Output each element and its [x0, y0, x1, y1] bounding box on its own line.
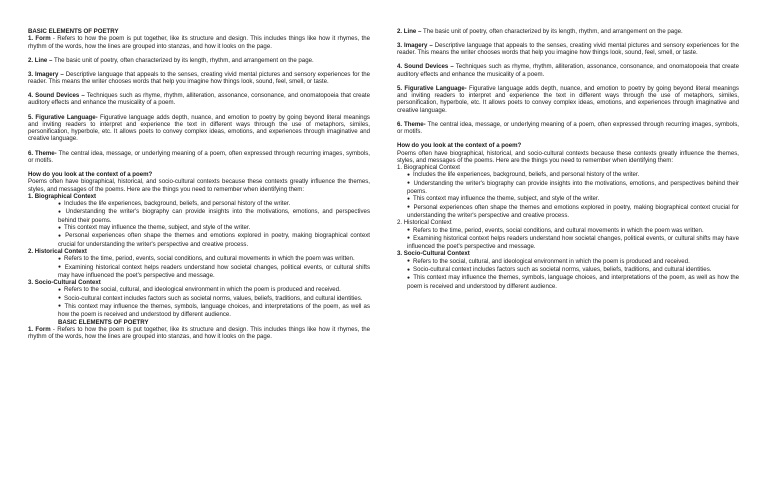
socio-cultural-bullet: ● Socio-cultural context includes factors such as societal norms, values, beliefs, traditions, and cultural identities. — [407, 266, 739, 274]
sound-devices-paragraph — [28, 92, 370, 107]
biographical-bullet: ● This context may influence the theme, subject, and style of the writer. — [407, 195, 739, 203]
imagery-text: Descriptive language that appeals to the senses, creating vivid mental pictures and sensory experiences for the reader. This means the writer chooses words that help you imagine how things look, sound, feel, smell, or taste. — [28, 70, 370, 86]
sound-devices-text: Techniques such as rhyme, rhythm, alliteration, assonance, consonance, and onomatopoeia that create auditory effects and enhance the musicality of a poem. — [397, 63, 739, 78]
form-term: 1. Form — [28, 35, 51, 43]
theme-text: The central idea, message, or underlying meaning of a poem, often expressed through recurring images, symbols, or motifs. — [397, 120, 739, 136]
form-text: - Refers to how the poem is put together, like its structure and design. This includes things like how it rhymes, the rhythm of the words, how the lines are grouped into stanzas, and how it looks on the page. — [28, 35, 370, 50]
sound-devices-term: 4. Sound Devices – — [28, 92, 85, 100]
context-intro: Poems often have biographical, historical, and socio-cultural contexts because these contexts greatly influence the themes, styles, and messages of the poems. Here are the things you need to remember when identifying them: — [397, 149, 739, 164]
biographical-bullet: ● This context may influence the theme, subject, and style of the writer. — [58, 224, 370, 232]
biographical-bullet: ● Includes the life experiences, background, beliefs, and personal history of the writer. — [407, 171, 739, 179]
repeated-form-term: 1. Form — [28, 325, 51, 333]
socio-cultural-context-heading: 3. Socio-Cultural Context — [397, 250, 470, 258]
biographical-bullet: ● Understanding the writer's biography can provide insights into the motivations, emotions, and perspectives behind their poems. — [58, 208, 370, 224]
context-question: How do you look at the context of a poem? — [397, 142, 522, 150]
biographical-context-heading: 1. Biographical Context — [28, 192, 97, 200]
imagery-paragraph — [28, 71, 370, 86]
biographical-bullet: ● Personal experiences often shape the themes and emotions explored in poetry, making biographical context crucial for understanding the writer's perspective and creative process. — [407, 204, 739, 220]
historical-bullet: ● Refers to the time, period, events, social conditions, and cultural movements in which the poem was written. — [407, 227, 739, 235]
imagery-text: Descriptive language that appeals to the senses, creating vivid mental pictures and sensory experiences for the reader. This means the writer chooses words that help you imagine how things look, sound, feel, smell, or taste. — [397, 42, 739, 57]
context-intro: Poems often have biographical, historical, and socio-cultural contexts because these contexts greatly influence the themes, styles, and messages of the poems. Here are the things you need to remember when identifying them: — [28, 178, 370, 193]
figurative-language-paragraph — [397, 85, 739, 114]
historical-bullet: ● Examining historical context helps readers understand how societal changes, political events, or cultural shifts may have influenced the poet's perspective and message. — [58, 264, 370, 280]
figurative-language-paragraph — [28, 114, 370, 143]
socio-cultural-bullet: ● Refers to the social, cultural, and ideological environment in which the poem is produced and received. — [407, 258, 739, 266]
historical-bullet: ● Examining historical context helps readers understand how societal changes, political events, or cultural shifts may have influenced the poet's perspective and message. — [407, 235, 739, 251]
repeated-document-title: BASIC ELEMENTS OF POETRY — [58, 318, 149, 326]
sound-devices-term: 4. Sound Devices – — [397, 63, 454, 71]
biographical-bullet: ● Personal experiences often shape the themes and emotions explored in poetry, making biographical context crucial for understanding the writer's perspective and creative process. — [58, 232, 370, 248]
socio-cultural-bullet: ● This context may influence the themes, symbols, language choices, and interpretations of the poem, as well as how the poem is received and understood by different audience. — [407, 274, 739, 290]
imagery-paragraph — [397, 42, 739, 57]
repeated-form-text: - Refers to how the poem is put together, like its structure and design. This includes things like how it rhymes, the rhythm of the words, how the lines are grouped into stanzas, and how it looks on the page. — [28, 325, 370, 341]
theme-paragraph — [28, 150, 370, 165]
line-paragraph — [28, 57, 370, 64]
biographical-context-heading: 1. Biographical Context — [397, 164, 461, 172]
theme-text: The central idea, message, or underlying meaning of a poem, often expressed through recurring images, symbols, or motifs. — [28, 149, 370, 164]
historical-bullet: ● Refers to the time, period, events, social conditions, and cultural movements in which the poem was written. — [58, 255, 370, 263]
figurative-language-text: Figurative language adds depth, nuance, and emotion to poetry by going beyond literal meanings and inviting readers to interpret and experience the text in different ways through the use of metaphors, similes, personification, hyperbole, etc. It allows poets to convey complex ideas, emotions, and experiences through imaginative and creative language. — [397, 84, 739, 114]
line-text: The basic unit of poetry, often characterized by its length, rhythm, and arrangement on the page. — [52, 56, 314, 64]
imagery-term: 3. Imagery – — [397, 42, 433, 50]
repeated-form-paragraph — [28, 326, 370, 341]
theme-term: 6. Theme- — [397, 120, 426, 128]
figurative-language-text: Figurative language adds depth, nuance, and emotion to poetry by going beyond literal meanings and inviting readers to interpret and experience the text in different ways through the use of metaphors, similes, personification, hyperbole, etc. It allows poets to convey complex ideas, emotions, and experiences through imaginative and creative language. — [28, 113, 370, 143]
line-text: The basic unit of poetry, often characterized by its length, rhythm, and arrangement on the page. — [421, 28, 683, 35]
imagery-term: 3. Imagery – — [28, 70, 64, 78]
historical-context-heading: 2. Historical Context — [28, 247, 87, 255]
line-term: 2. Line – — [397, 28, 422, 35]
theme-paragraph — [397, 121, 739, 136]
figurative-language-term: 5. Figurative Language- — [28, 113, 98, 121]
biographical-bullet: ● Understanding the writer's biography can provide insights into the motivations, emotions, and perspectives behind their poems. — [407, 180, 739, 196]
sound-devices-text: Techniques such as rhyme, rhythm, alliteration, assonance, consonance, and onomatopoeia that create auditory effects and enhance the musicality of a poem. — [28, 92, 370, 107]
form-paragraph — [28, 35, 370, 50]
socio-cultural-bullet: ● This context may influence the themes, symbols, language choices, and interpretations of the poem, as well as how the poem is received and understood by different audience. — [58, 303, 370, 319]
figurative-language-term: 5. Figurative Language- — [397, 84, 467, 92]
socio-cultural-bullet: ● Refers to the social, cultural, and ideological environment in which the poem is produced and received. — [58, 286, 370, 294]
context-question: How do you look at the context of a poem? — [28, 170, 153, 178]
socio-cultural-context-heading: 3. Socio-Cultural Context — [28, 279, 101, 287]
right-column — [397, 28, 739, 290]
line-paragraph — [397, 28, 739, 35]
line-term: 2. Line – — [28, 56, 53, 64]
document-title: BASIC ELEMENTS OF POETRY — [28, 28, 119, 35]
biographical-bullet: ● Includes the life experiences, background, beliefs, and personal history of the writer. — [58, 200, 370, 208]
historical-context-heading: 2. Historical Context — [397, 219, 452, 227]
theme-term: 6. Theme- — [28, 149, 57, 157]
socio-cultural-bullet: ● Socio-cultural context includes factors such as societal norms, values, beliefs, traditions, and cultural identities. — [58, 295, 370, 303]
left-column — [28, 28, 370, 347]
sound-devices-paragraph — [397, 63, 739, 78]
